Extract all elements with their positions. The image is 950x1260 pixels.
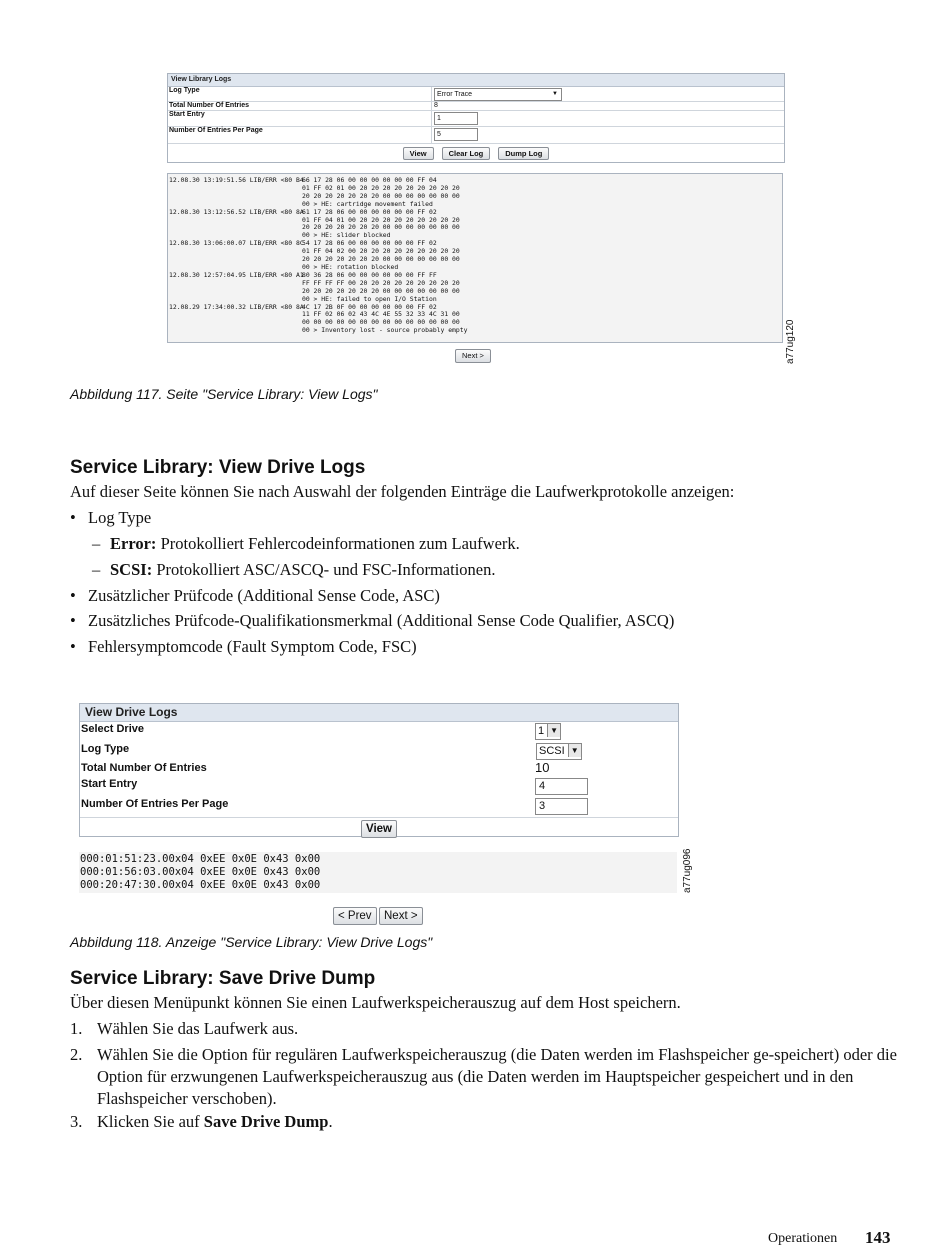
bullet-mark: •	[70, 611, 76, 630]
log-line	[168, 224, 782, 232]
bullet-mark: •	[70, 586, 76, 605]
log-timestamp: 12.08.30 13:12:56.52 LIB/ERR <80 8A	[169, 207, 304, 216]
log-data: 00 > HE: slider blocked	[302, 231, 391, 240]
next-button[interactable]: Next >	[455, 349, 491, 363]
term-error: Error:	[110, 534, 157, 553]
log-type-select[interactable]: Error Trace ▼	[434, 88, 562, 101]
prev-button[interactable]: < Prev	[333, 907, 377, 925]
sub-list-item	[92, 559, 496, 581]
log-data: FF FF FF FF 00 20 20 20 20 20 20 20 20 20	[302, 278, 460, 287]
step-text: Wählen Sie das Laufwerk aus.	[97, 1019, 299, 1038]
page-number: 143	[865, 1228, 891, 1247]
log-data: 11 FF 02 06 02 43 4C 4E 55 32 33 4C 31 00	[302, 310, 460, 319]
log-line	[168, 240, 782, 248]
chevron-down-icon: ▼	[552, 91, 558, 97]
log-timestamp: 12.08.29 17:34:00.32 LIB/ERR <80 8A	[169, 302, 304, 311]
list-item-text: Zusätzlicher Prüfcode (Additional Sense Code, ASC)	[88, 586, 440, 605]
list-item	[70, 636, 417, 658]
select-drive-label: Select Drive	[81, 723, 144, 735]
button-row	[168, 144, 784, 162]
save-drive-dump-term: Save Drive Dump	[203, 1112, 329, 1131]
select-drive-dropdown[interactable]: 1 ▼	[535, 723, 561, 740]
log-data: 01 FF 04 01 00 20 20 20 20 20 20 20 20 20	[302, 215, 460, 224]
log-data: 20 20 20 20 20 20 20 00 00 00 00 00 00 00	[302, 255, 460, 264]
log-line: 000:01:56:03.00x04 0xEE 0x0E 0x43 0x00	[80, 866, 321, 878]
log-type-label: Log Type	[81, 743, 130, 755]
total-entries-value: 8	[434, 102, 438, 109]
step-number: 1.	[70, 1019, 83, 1038]
log-line	[168, 311, 782, 319]
log-timestamp: 12.08.30 13:19:51.56 LIB/ERR <80 B4	[169, 176, 304, 184]
step-text: Klicken Sie auf Save Drive Dump.	[97, 1112, 333, 1131]
dash-mark: –	[92, 534, 101, 553]
term-scsi-text: Protokolliert ASC/ASCQ- und FSC-Informationen.	[156, 560, 496, 579]
log-data: 01 FF 02 01 00 20 20 20 20 20 20 20 20 20	[302, 183, 460, 192]
log-line: 000:20:47:30.00x04 0xEE 0x0E 0x43 0x00	[80, 879, 321, 891]
entries-per-page-label: Number Of Entries Per Page	[168, 127, 432, 143]
section-intro: Über diesen Menüpunkt können Sie einen Laufwerkspeicherauszug auf dem Host speichern.	[70, 993, 681, 1012]
log-data: 00 > HE: cartridge movement failed	[302, 199, 433, 208]
list-item-text: Zusätzliches Prüfcode-Qualifikationsmerkmal (Additional Sense Code Qualifier, ASCQ)	[88, 611, 675, 630]
log-data: 4C 17 2B 0F 00 00 00 00 00 00 FF 02	[302, 302, 437, 311]
log-timestamp: 12.08.30 12:57:04.95 LIB/ERR <80 A1	[169, 270, 304, 279]
section-intro: Auf dieser Seite können Sie nach Auswahl der folgenden Einträge die Laufwerkprotokolle anzeigen:	[70, 482, 735, 501]
log-line	[168, 217, 782, 225]
button-row	[80, 817, 678, 838]
log-data: 00 > HE: failed to open I/O Station	[302, 294, 437, 303]
figure-caption: Abbildung 117. Seite "Service Library: View Logs"	[70, 386, 378, 402]
list-item-text: Fehlersymptomcode (Fault Symptom Code, FSC)	[88, 637, 417, 656]
list-item	[70, 585, 440, 607]
log-data: 20 20 20 20 20 20 20 00 00 00 00 00 00 00	[302, 191, 460, 200]
chevron-down-icon: ▼	[568, 744, 581, 757]
start-entry-row	[80, 777, 678, 797]
log-type-label: Log Type	[168, 87, 432, 101]
log-type-row	[80, 742, 678, 761]
chevron-down-icon: ▼	[547, 724, 560, 737]
list-item	[70, 610, 675, 632]
panel-title: View Library Logs	[168, 74, 784, 87]
log-data: 80 36 28 06 00 00 00 00 00 00 FF FF	[302, 270, 437, 279]
start-entry-row	[168, 111, 784, 127]
log-line	[168, 304, 782, 312]
log-line	[168, 280, 782, 288]
term-error-text: Protokolliert Fehlercodeinformationen zum Laufwerk.	[160, 534, 520, 553]
view-button[interactable]: View	[361, 820, 397, 838]
bullet-mark: •	[70, 637, 76, 656]
figure-id: a77ug096	[682, 848, 693, 893]
start-entry-label: Start Entry	[168, 111, 432, 126]
log-data: 00 > Inventory lost - source probably empty	[302, 326, 468, 335]
log-data: 20 20 20 20 20 20 20 00 00 00 00 00 00 00	[302, 223, 460, 232]
start-entry-input[interactable]: 4	[535, 778, 588, 795]
section-heading: Service Library: View Drive Logs	[70, 457, 366, 478]
entries-per-page-row	[168, 127, 784, 144]
log-data: 00 00 00 00 00 00 00 00 00 00 00 00 00 00	[302, 318, 460, 327]
dump-log-button[interactable]: Dump Log	[498, 147, 549, 160]
clear-log-button[interactable]: Clear Log	[442, 147, 491, 160]
start-entry-label: Start Entry	[81, 778, 138, 790]
log-line: 000:01:51:23.00x04 0xEE 0x0E 0x43 0x00	[80, 853, 321, 865]
log-line	[168, 256, 782, 264]
dash-mark: –	[92, 560, 101, 579]
total-entries-label: Total Number Of Entries	[81, 762, 207, 774]
list-item-text: Log Type	[88, 508, 152, 527]
figure-caption: Abbildung 118. Anzeige "Service Library: View Drive Logs"	[70, 934, 433, 950]
entries-per-page-row	[80, 797, 678, 817]
figure-id: a77ug120	[785, 319, 796, 364]
term-scsi: SCSI:	[110, 560, 153, 579]
log-data: 54 17 28 06 00 00 00 00 00 00 FF 02	[302, 239, 437, 248]
panel-title: View Drive Logs	[80, 704, 678, 722]
log-line	[168, 327, 782, 335]
total-entries-row	[80, 761, 678, 777]
step-text: Wählen Sie die Option für regulären Laufwerkspeicherauszug (die Daten werden im Flashspeicher ge-speichert) oder die Option für erzwungenen Laufwerkspeicherauszug aus (die Daten werden im Hauptspeicher gespeichert und in den Flashspeicher verschoben).	[97, 1045, 897, 1108]
footer-section-label: Operationen	[768, 1231, 838, 1246]
next-button[interactable]: Next >	[379, 907, 423, 925]
log-type-row	[168, 87, 784, 102]
log-data: 61 17 28 06 00 00 00 00 00 00 FF 02	[302, 207, 437, 216]
log-data: 66 17 28 06 00 00 00 00 00 00 FF 04	[302, 176, 437, 184]
log-timestamp: 12.08.30 13:06:00.07 LIB/ERR <80 8C	[169, 239, 304, 248]
log-line	[168, 248, 782, 256]
view-drive-logs-panel	[79, 703, 679, 837]
step-number: 2.	[70, 1045, 83, 1064]
view-button[interactable]: View	[403, 147, 434, 160]
log-line	[168, 319, 782, 327]
entries-per-page-label: Number Of Entries Per Page	[81, 798, 229, 810]
log-data: 00 > HE: rotation blocked	[302, 262, 399, 271]
total-entries-row	[168, 102, 784, 111]
log-line	[168, 288, 782, 296]
log-line	[168, 193, 782, 201]
start-entry-input[interactable]: 1	[434, 112, 478, 125]
total-entries-label: Total Number Of Entries	[168, 102, 432, 110]
log-data: 01 FF 04 02 00 20 20 20 20 20 20 20 20 20	[302, 247, 460, 256]
log-line	[168, 177, 782, 185]
log-type-dropdown[interactable]: SCSI ▼	[536, 743, 582, 760]
entries-per-page-input[interactable]: 5	[434, 128, 478, 141]
library-log-output	[167, 173, 783, 343]
log-line	[168, 209, 782, 217]
bullet-mark: •	[70, 508, 76, 527]
section-heading: Service Library: Save Drive Dump	[70, 968, 376, 989]
entries-per-page-input[interactable]: 3	[535, 798, 588, 815]
sub-list-item	[92, 533, 520, 555]
total-entries-value: 10	[535, 760, 550, 775]
step-number: 3.	[70, 1112, 83, 1131]
list-item	[70, 507, 152, 529]
drive-log-output	[79, 852, 677, 893]
select-drive-row	[80, 722, 678, 742]
log-data: 20 20 20 20 20 20 20 00 00 00 00 00 00 00	[302, 286, 460, 295]
view-library-logs-panel	[167, 73, 785, 163]
log-line	[168, 272, 782, 280]
log-line	[168, 185, 782, 193]
